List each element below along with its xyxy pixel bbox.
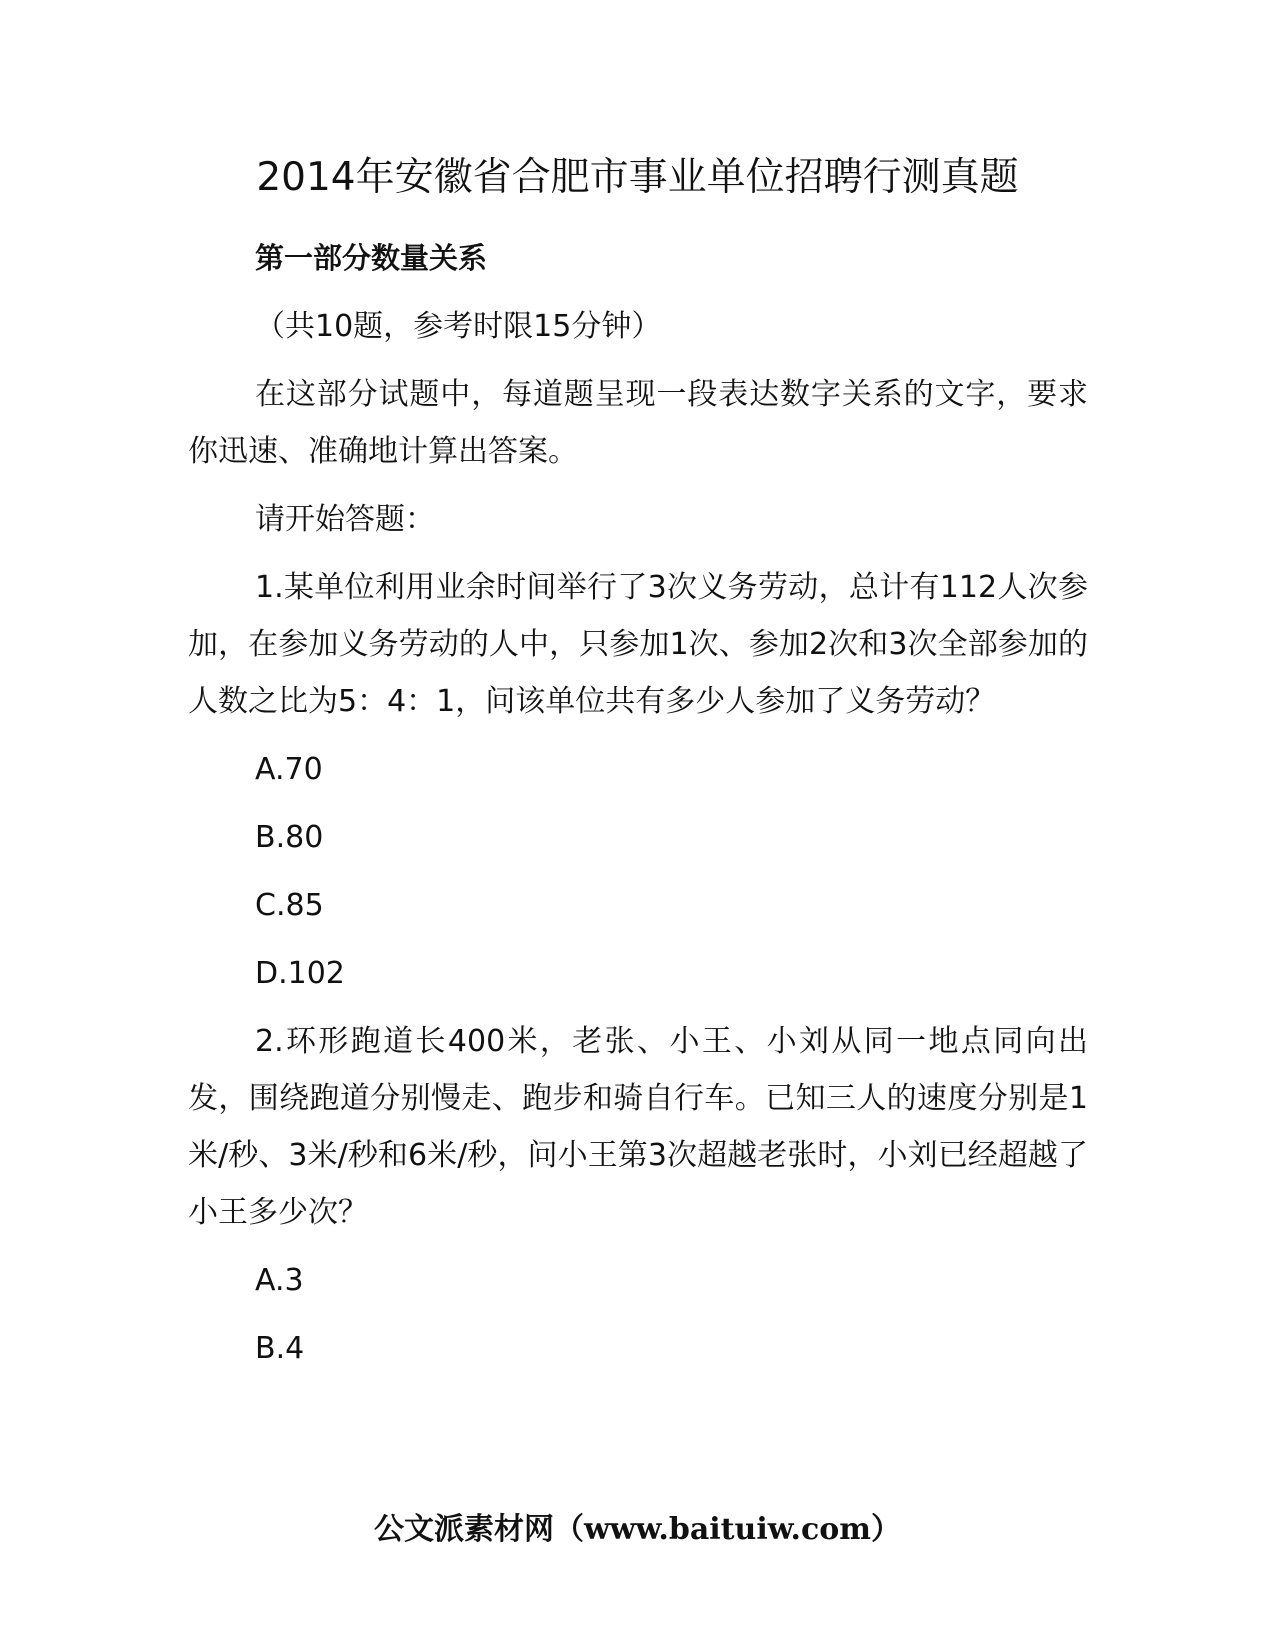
option-b: B.80 — [255, 820, 324, 855]
start-prompt: 请开始答题： — [255, 502, 435, 537]
section-note: （共10题，参考时限15分钟） — [255, 309, 662, 344]
instructions-paragraph: 在这部分试题中，每道题呈现一段表达数字关系的文字，要求你迅速、准确地计算出答案。 — [188, 377, 1088, 469]
option-a: A.70 — [255, 752, 323, 787]
footer-watermark: 公文派素材网（www.baituiw.com） — [373, 1512, 902, 1547]
question-text: 1.某单位利用业余时间举行了3次义务劳动，总计有112人次参加，在参加义务劳动的人中，只参加1次、参加2次和3次全部参加的人数之比为5：4：1，问该单位共有多少人参加了义务劳动？ — [188, 570, 1088, 719]
document-title: 2014年安徽省合肥市事业单位招聘行测真题 — [256, 155, 1019, 200]
option-a: A.3 — [255, 1263, 304, 1298]
question-2 — [188, 1013, 1088, 1377]
option-d: D.102 — [255, 956, 345, 991]
section-heading: 第一部分数量关系 — [255, 241, 488, 275]
option-c: C.85 — [255, 888, 324, 923]
option-b: B.4 — [255, 1331, 305, 1366]
document-body — [188, 230, 1088, 1388]
question-1 — [188, 559, 1088, 1002]
question-text: 2.环形跑道长400米，老张、小王、小刘从同一地点同向出发，围绕跑道分别慢走、跑步和骑自行车。已知三人的速度分别是1米/秒、3米/秒和6米/秒，问小王第3次超越老张时，小刘已经超越了小王多少次？ — [188, 1024, 1088, 1230]
